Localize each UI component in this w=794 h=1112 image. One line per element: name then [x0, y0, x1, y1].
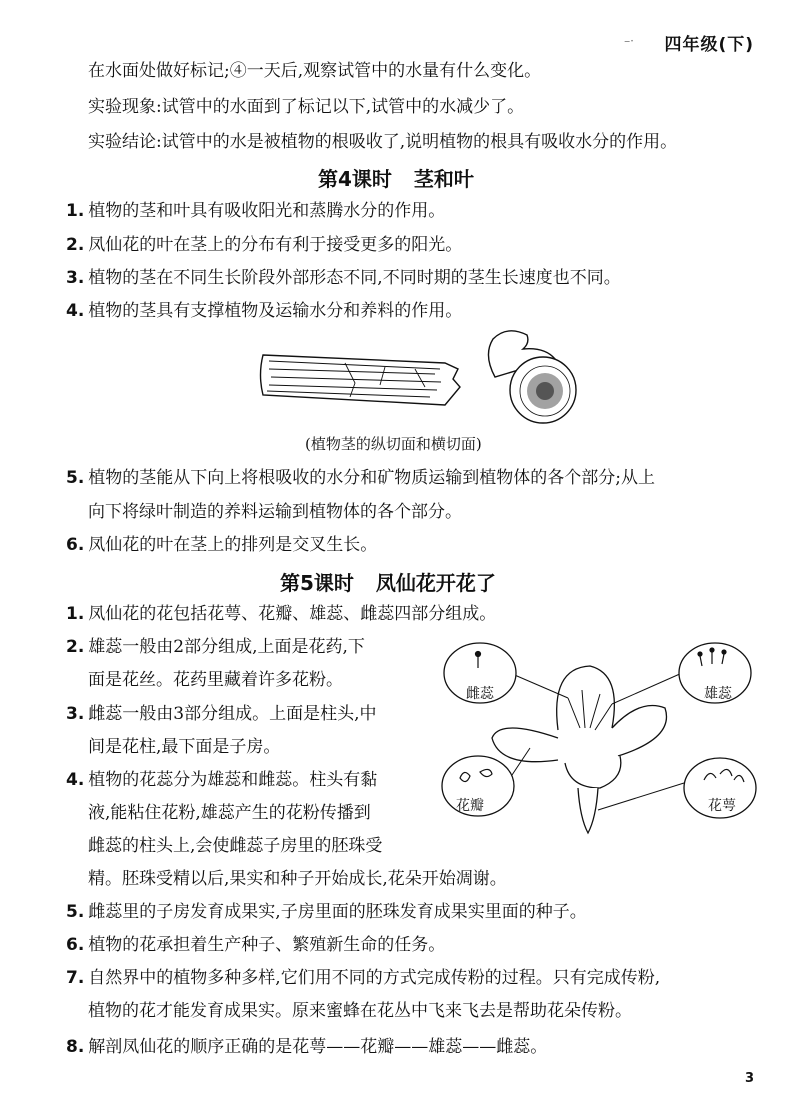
- lesson5-item-4-line-4: 精。胚珠受精以后,果实和种子开始成长,花朵开始凋谢。: [88, 869, 507, 889]
- intro-line-2: 实验现象:试管中的水面到了标记以下,试管中的水减少了。: [88, 97, 525, 117]
- stem-figure-caption: (植物茎的纵切面和横切面): [305, 435, 482, 453]
- intro-line-3: 实验结论:试管中的水是被植物的根吸收了,说明植物的根具有吸收水分的作用。: [88, 132, 678, 152]
- flower-petal-right: [612, 706, 666, 757]
- header-decoration: –·: [624, 34, 634, 48]
- lesson4-item-2: 2. 凤仙花的叶在茎上的分布有利于接受更多的阳光。: [66, 235, 463, 255]
- lesson5-item-3-line-1: 3. 雌蕊一般由3部分组成。上面是柱头,中: [66, 704, 377, 724]
- lesson5-item-5: 5. 雌蕊里的子房发育成果实,子房里面的胚珠发育成果实里面的种子。: [66, 902, 587, 922]
- flower-petal-left: [492, 728, 558, 762]
- lesson5-item-4-line-1: 4. 植物的花蕊分为雄蕊和雌蕊。柱头有黏: [66, 770, 378, 790]
- lesson4-item-4: 4. 植物的茎具有支撑植物及运输水分和养料的作用。: [66, 301, 463, 321]
- flower-structure-diagram: [440, 628, 760, 843]
- lesson4-title-name: 茎和叶: [413, 167, 474, 191]
- lesson5-item-2-line-1: 2. 雄蕊一般由2部分组成,上面是花药,下: [66, 637, 365, 657]
- flower-sepal: [578, 788, 598, 833]
- label-stamen: 雄蕊: [704, 686, 732, 702]
- stem-section-illustration: [255, 325, 585, 425]
- grade-header: 四年级(下): [664, 35, 754, 55]
- intro-line-1: 在水面处做好标记;④一天后,观察试管中的水量有什么变化。: [88, 61, 542, 81]
- lesson5-title-number: 第5课时: [280, 571, 354, 595]
- page-number: 3: [744, 1071, 754, 1086]
- label-petal: 花瓣: [456, 798, 484, 814]
- lesson5-item-2-line-2: 面是花丝。花药里藏着许多花粉。: [88, 670, 343, 690]
- flower-petal-top: [557, 666, 615, 730]
- lesson4-item-1: 1. 植物的茎和叶具有吸收阳光和蒸腾水分的作用。: [66, 201, 446, 221]
- lesson4-item-5-line-1: 5. 植物的茎能从下向上将根吸收的水分和矿物质运输到植物体的各个部分;从上: [66, 468, 656, 488]
- lesson4-title-number: 第4课时: [318, 167, 392, 191]
- lesson5-item-7-line-2: 植物的花才能发育成果实。原来蜜蜂在花丛中飞来飞去是帮助花朵传粉。: [88, 1001, 632, 1021]
- lesson5-item-6: 6. 植物的花承担着生产种子、繁殖新生命的任务。: [66, 935, 446, 955]
- lesson5-item-3-line-2: 间是花柱,最下面是子房。: [88, 737, 281, 757]
- lesson4-item-3: 3. 植物的茎在不同生长阶段外部形态不同,不同时期的茎生长速度也不同。: [66, 268, 621, 288]
- cross-section: [488, 331, 576, 423]
- lesson5-title-name: 凤仙花开花了: [375, 571, 496, 595]
- lesson5-title: [280, 567, 496, 596]
- lesson5-item-4-line-2: 液,能粘住花粉,雄蕊产生的花粉传播到: [88, 803, 371, 823]
- label-sepal: 花萼: [708, 798, 736, 814]
- longitudinal-section: [261, 355, 461, 405]
- lesson5-item-4-line-3: 雌蕊的柱头上,会使雌蕊子房里的胚珠受: [88, 836, 383, 856]
- flower-petal-lower: [565, 756, 621, 788]
- lesson4-item-6: 6. 凤仙花的叶在茎上的排列是交叉生长。: [66, 535, 378, 555]
- lesson4-title: [318, 163, 474, 192]
- lesson5-item-1: 1. 凤仙花的花包括花萼、花瓣、雄蕊、雌蕊四部分组成。: [66, 604, 497, 624]
- lesson5-item-8: 8. 解剖凤仙花的顺序正确的是花萼——花瓣——雄蕊——雌蕊。: [66, 1037, 548, 1057]
- lesson4-item-5-line-2: 向下将绿叶制造的养料运输到植物体的各个部分。: [88, 502, 462, 522]
- label-pistil: 雌蕊: [466, 686, 494, 702]
- lesson5-item-7-line-1: 7. 自然界中的植物多种多样,它们用不同的方式完成传粉的过程。只有完成传粉,: [66, 968, 661, 988]
